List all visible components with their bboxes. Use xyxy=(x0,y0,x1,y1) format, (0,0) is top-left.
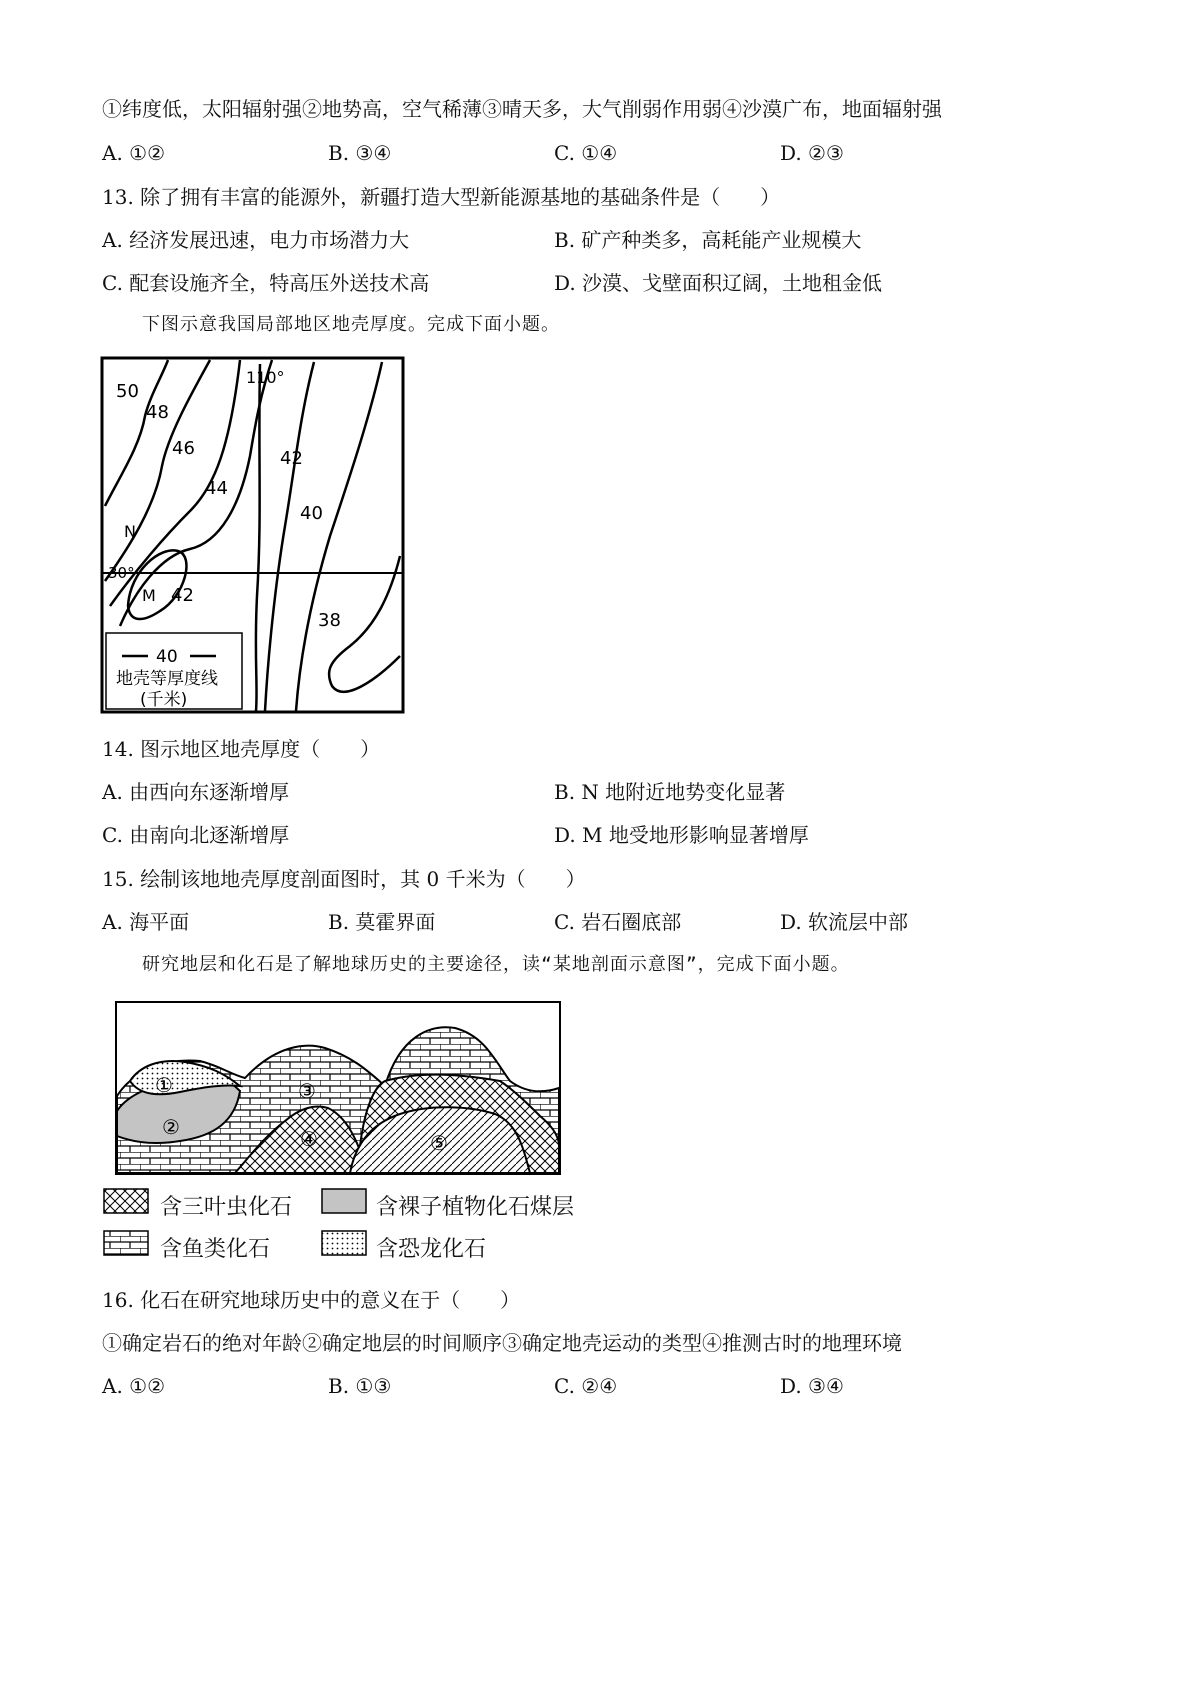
q16-statements: ①确定岩石的绝对年龄②确定地层的时间顺序③确定地壳运动的类型④推测古时的地理环境 xyxy=(102,1331,902,1355)
q13-option-c[interactable]: C. 配套设施齐全，特高压外送技术高 xyxy=(102,271,430,295)
q14-option-b[interactable]: B. N 地附近地势变化显著 xyxy=(554,780,786,804)
q15-option-c[interactable]: C. 岩石圈底部 xyxy=(554,910,682,934)
crust-thickness-map xyxy=(100,356,406,716)
q16-option-a[interactable]: A. ①② xyxy=(102,1374,166,1398)
section-label-5: ⑤ xyxy=(430,1131,448,1155)
q12-option-a[interactable]: A. ①② xyxy=(102,141,166,165)
q14-option-a[interactable]: A. 由西向东逐渐增厚 xyxy=(102,780,290,804)
meridian-label: 110° xyxy=(246,368,285,387)
map-legend xyxy=(106,633,242,710)
q14-option-c[interactable]: C. 由南向北逐渐增厚 xyxy=(102,823,290,847)
section-intro: 研究地层和化石是了解地球历史的主要途径，读“某地剖面示意图”，完成下面小题。 xyxy=(142,954,850,975)
parallel-label: 30° xyxy=(108,564,135,582)
q12-statements: ①纬度低，太阳辐射强②地势高，空气稀薄③晴天多，大气削弱作用弱④沙漠广布，地面辐射强 xyxy=(102,97,942,121)
legend-line1: 地壳等厚度线 xyxy=(116,669,218,689)
q14-stem: 14. 图示地区地壳厚度（ ） xyxy=(102,737,381,761)
point-n-label: N xyxy=(124,522,136,541)
q16-option-c[interactable]: C. ②④ xyxy=(554,1374,618,1398)
q15-stem: 15. 绘制该地地壳厚度剖面图时，其 0 千米为（ ） xyxy=(102,867,586,891)
q12-option-c[interactable]: C. ①④ xyxy=(554,141,618,165)
contour-label-48: 48 xyxy=(146,402,169,423)
section-label-2: ② xyxy=(162,1115,180,1139)
section-label-3: ③ xyxy=(298,1079,316,1103)
q15-option-b[interactable]: B. 莫霍界面 xyxy=(328,910,436,934)
q16-option-b[interactable]: B. ①③ xyxy=(328,1374,392,1398)
geologic-section-diagram xyxy=(100,996,600,1262)
q14-option-d[interactable]: D. M 地受地形影响显著增厚 xyxy=(554,823,809,847)
legend-dinosaur: 含恐龙化石 xyxy=(376,1237,487,1262)
section-label-1: ① xyxy=(155,1073,173,1097)
q13-option-b[interactable]: B. 矿产种类多，高耗能产业规模大 xyxy=(554,228,862,252)
q12-option-d[interactable]: D. ②③ xyxy=(780,141,844,165)
section-label-4: ④ xyxy=(300,1127,318,1151)
legend-gymnosperm-coal: 含裸子植物化石煤层 xyxy=(376,1195,575,1220)
legend-trilobite: 含三叶虫化石 xyxy=(160,1195,293,1220)
q15-option-a[interactable]: A. 海平面 xyxy=(102,910,190,934)
legend-fish: 含鱼类化石 xyxy=(160,1237,271,1262)
contour-label-38: 38 xyxy=(318,610,341,631)
point-m-label: M xyxy=(142,586,156,605)
contour-label-50: 50 xyxy=(116,381,139,402)
contour-label-42b: 42 xyxy=(171,585,194,606)
legend-value: 40 xyxy=(156,647,178,667)
q13-option-a[interactable]: A. 经济发展迅速，电力市场潜力大 xyxy=(102,228,410,252)
q13-stem: 13. 除了拥有丰富的能源外，新疆打造大型新能源基地的基础条件是（ ） xyxy=(102,185,781,209)
q15-option-d[interactable]: D. 软流层中部 xyxy=(780,910,909,934)
q13-option-d[interactable]: D. 沙漠、戈壁面积辽阔，土地租金低 xyxy=(554,271,883,295)
contour-label-44: 44 xyxy=(205,478,228,499)
contour-label-46: 46 xyxy=(172,438,195,459)
legend-line2: (千米) xyxy=(140,690,188,710)
q16-stem: 16. 化石在研究地球历史中的意义在于（ ） xyxy=(102,1288,521,1312)
contour-label-42a: 42 xyxy=(280,448,303,469)
contour-label-40: 40 xyxy=(300,503,323,524)
q16-option-d[interactable]: D. ③④ xyxy=(780,1374,844,1398)
map-intro: 下图示意我国局部地区地壳厚度。完成下面小题。 xyxy=(142,314,560,335)
q12-option-b[interactable]: B. ③④ xyxy=(328,141,392,165)
